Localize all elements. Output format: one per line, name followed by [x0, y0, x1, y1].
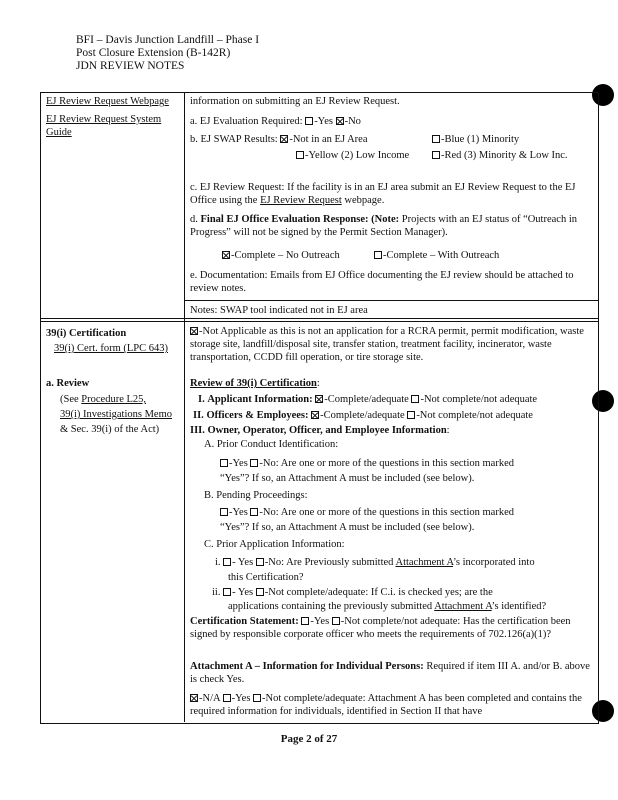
text: webpage. — [344, 195, 385, 206]
prior-conduct-question — [220, 457, 514, 470]
checkbox-icon[interactable] — [407, 411, 415, 419]
pending-proceedings-question — [220, 506, 514, 519]
option: -Yes — [229, 458, 248, 469]
attachment-a-status — [190, 692, 594, 718]
cert-form-link[interactable]: 39(i) Cert. form (LPC 643) — [54, 343, 169, 354]
column-divider — [184, 92, 185, 722]
ej-intro: information on submitting an EJ Review Request. — [190, 96, 400, 107]
option: -Not complete/adequate: If C.i. is checked yes; are the — [264, 587, 493, 598]
ej-review-request-link[interactable]: EJ Review Request — [260, 195, 342, 206]
see-reference — [60, 393, 146, 406]
option: -No: Are one or more of the questions in this section marked — [259, 458, 514, 469]
checkbox-icon[interactable] — [374, 251, 382, 259]
label: a. EJ Evaluation Required: — [190, 116, 303, 127]
final-ej-office-response — [190, 213, 594, 239]
label: Attachment A – Information for Individual Persons: — [190, 661, 424, 672]
text: Projects with an EJ status of “Outreach in Progress” will not be signed by the Permit Section Manager). — [190, 214, 577, 238]
numeral: ii. — [212, 587, 221, 598]
option: -Not complete/not adequate: Has the — [340, 616, 495, 627]
ej-swap-results — [190, 133, 368, 146]
ej-outcome-options — [374, 249, 499, 262]
checked-checkbox-icon[interactable] — [315, 395, 323, 403]
ej-notes: Notes: SWAP tool indicated not in EJ area — [190, 305, 368, 316]
attachment-a-link[interactable]: Attachment A — [434, 601, 492, 612]
text: (See — [60, 394, 79, 405]
option: - Yes — [232, 587, 254, 598]
option: -Not complete/not adequate — [420, 394, 538, 405]
attachment-a-link[interactable]: Attachment A — [395, 557, 453, 568]
header-line: Post Closure Extension (B-142R) — [76, 47, 231, 59]
checkbox-icon[interactable] — [220, 508, 228, 516]
option: -Complete/adequate — [324, 394, 409, 405]
review-heading — [190, 377, 320, 390]
checkbox-icon[interactable] — [220, 459, 228, 467]
checked-checkbox-icon[interactable] — [280, 135, 288, 143]
option: -Complete/adequate — [320, 410, 405, 421]
text: ’s incorporated into — [452, 557, 535, 568]
text: applications containing the previously submitted — [228, 601, 433, 612]
applicant-information-row — [198, 393, 537, 406]
swap-option — [432, 149, 568, 162]
option: -No: Are one or more of the questions in this section marked — [259, 507, 514, 518]
row-divider — [40, 321, 598, 322]
checkbox-icon[interactable] — [223, 558, 231, 566]
checkbox-icon[interactable] — [250, 508, 258, 516]
option: -Yes — [229, 507, 248, 518]
checkbox-icon[interactable] — [223, 694, 231, 702]
officers-employees-row — [193, 409, 533, 422]
cell-divider — [184, 300, 598, 301]
ej-outcome-options — [222, 249, 340, 262]
header-line: JDN REVIEW NOTES — [76, 60, 185, 72]
checkbox-icon[interactable] — [256, 558, 264, 566]
cert-section-title: 39(i) Certification — [46, 328, 127, 339]
option: -Yes — [314, 116, 333, 127]
prior-application-ci — [215, 556, 535, 569]
procedure-l25-link[interactable]: Procedure L25, — [81, 394, 147, 405]
checkbox-icon[interactable] — [256, 588, 264, 596]
numeral: i. — [215, 557, 221, 568]
option: -Not in an EJ Area — [289, 134, 368, 145]
option: -Complete – No Outreach — [231, 250, 340, 261]
ej-review-request-system-guide-link[interactable]: EJ Review Request System Guide — [46, 114, 162, 138]
checkbox-icon[interactable] — [432, 135, 440, 143]
checked-checkbox-icon[interactable] — [190, 694, 198, 702]
label: d. — [190, 214, 198, 225]
option: -Red (3) Minority & Low Inc. — [441, 150, 568, 161]
checkbox-icon[interactable] — [432, 151, 440, 159]
label: Certification Statement: — [190, 616, 299, 627]
prior-application-ci-cont: this Certification? — [228, 572, 304, 583]
prior-conduct-heading: A. Prior Conduct Identification: — [204, 439, 339, 450]
option: -No — [344, 116, 361, 127]
ej-documentation: e. Documentation: Emails from EJ Office documenting the EJ review should be attached to review notes. — [190, 270, 574, 294]
checked-checkbox-icon[interactable] — [222, 251, 230, 259]
row-divider — [40, 318, 598, 319]
label: Officers & Employees: — [206, 410, 309, 421]
text: -Not Applicable as this is not an application for a RCRA permit, permit modification, waste storage site, landfill/disposal site, transfer station, treatment facility, incinerator, waste transportation, CCDD fill operation, or tire storage site. — [190, 326, 584, 363]
numeral: I. — [198, 394, 205, 405]
investigations-memo-link[interactable]: 39(i) Investigations Memo — [60, 409, 172, 420]
checkbox-icon[interactable] — [250, 459, 258, 467]
option: -Complete – With Outreach — [383, 250, 500, 261]
text: c. EJ Review Request: If the facility is in an EJ area submit an EJ Review Request to the EJ Office using the — [190, 182, 576, 206]
header-line: BFI – Davis Junction Landfill – Phase I — [76, 34, 260, 46]
numeral: II. — [193, 410, 204, 421]
ej-evaluation-required — [190, 115, 361, 128]
swap-option — [296, 149, 409, 162]
pending-proceedings-heading: B. Pending Proceedings: — [204, 490, 308, 501]
certification-statement — [190, 615, 594, 641]
review-label: a. Review — [46, 378, 90, 389]
pending-proceedings-question-cont: “Yes”? If so, an Attachment A must be included (see below). — [220, 522, 475, 533]
checkbox-icon[interactable] — [223, 588, 231, 596]
note-bold: (Note: — [371, 214, 400, 225]
checked-checkbox-icon[interactable] — [311, 411, 319, 419]
owner-operator-heading — [190, 424, 450, 437]
swap-option — [432, 133, 519, 146]
heading: Review of 39(i) Certification — [190, 378, 317, 389]
text: ’s identified? — [491, 601, 547, 612]
checked-checkbox-icon[interactable] — [190, 327, 198, 335]
checkbox-icon[interactable] — [253, 694, 261, 702]
option: -Blue (1) Minority — [441, 134, 520, 145]
checked-checkbox-icon[interactable] — [336, 117, 344, 125]
option: -N/A — [199, 693, 220, 704]
option: -Not complete/not adequate — [416, 410, 533, 421]
label: Applicant Information: — [207, 394, 313, 405]
option: -No: Are Previously submitted — [264, 557, 394, 568]
attachment-a-info — [190, 660, 594, 686]
option: -Yes — [231, 693, 251, 704]
prior-application-cii-cont — [228, 600, 546, 613]
option: - Yes — [232, 557, 254, 568]
checkbox-icon[interactable] — [332, 617, 340, 625]
option: -Yes — [310, 616, 330, 627]
label-bold: Final EJ Office Evaluation Response: — [200, 214, 369, 225]
checkbox-icon[interactable] — [411, 395, 419, 403]
ej-review-request-webpage-link[interactable]: EJ Review Request Webpage — [46, 96, 169, 107]
prior-conduct-question-cont: “Yes”? If so, an Attachment A must be included (see below). — [220, 473, 475, 484]
text: Required if item III A. and/or B. above is check Yes. — [190, 661, 590, 685]
text: certification been signed by responsible corporate officer who meets the requirements of 702.126(a)(1)? — [190, 616, 571, 640]
document-header — [76, 34, 259, 73]
act-reference: & Sec. 39(i) of the Act) — [60, 424, 160, 435]
text: : — [446, 425, 450, 436]
text: -Not complete/adequate: Attachment A has been completed and contains the required information for individuals, identified in Section II that have — [190, 693, 582, 717]
prior-application-heading: C. Prior Application Information: — [204, 539, 345, 550]
checkbox-icon[interactable] — [296, 151, 304, 159]
page-number: Page 2 of 27 — [280, 733, 338, 745]
not-applicable-statement — [190, 325, 594, 364]
option: -Yellow (2) Low Income — [305, 150, 410, 161]
checkbox-icon[interactable] — [305, 117, 313, 125]
text: : — [316, 378, 320, 389]
heading: III. Owner, Operator, Officer, and Employee Information — [190, 425, 447, 436]
prior-application-cii — [212, 586, 493, 599]
ej-review-request-text — [190, 181, 594, 207]
checkbox-icon[interactable] — [301, 617, 309, 625]
label: b. EJ SWAP Results: — [190, 134, 278, 145]
